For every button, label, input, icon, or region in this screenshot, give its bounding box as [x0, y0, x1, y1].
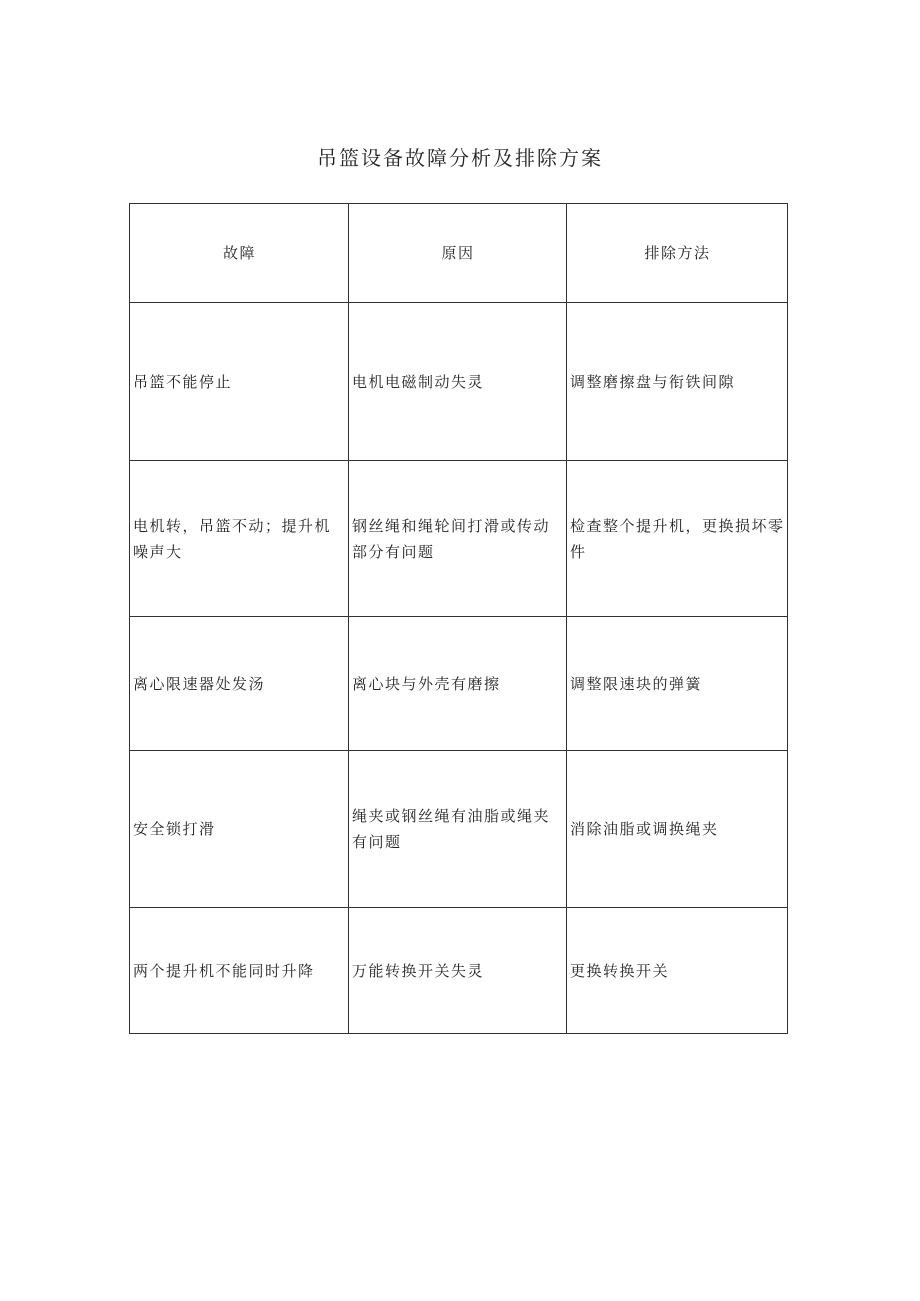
page-title: 吊篮设备故障分析及排除方案	[317, 146, 603, 170]
solution-cell: 调整磨擦盘与衔铁间隙	[567, 303, 788, 461]
fault-cell: 电机转，吊篮不动；提升机噪声大	[130, 461, 349, 617]
fault-table	[129, 203, 788, 1034]
fault-cell: 安全锁打滑	[130, 751, 349, 908]
table-row	[130, 617, 788, 751]
header-solution: 排除方法	[567, 204, 788, 303]
solution-cell: 调整限速块的弹簧	[567, 617, 788, 751]
cause-cell: 离心块与外壳有磨擦	[349, 617, 567, 751]
header-fault: 故障	[130, 204, 349, 303]
solution-cell: 更换转换开关	[567, 908, 788, 1034]
cause-cell: 万能转换开关失灵	[349, 908, 567, 1034]
solution-cell: 消除油脂或调换绳夹	[567, 751, 788, 908]
table-row	[130, 908, 788, 1034]
table-row	[130, 303, 788, 461]
cause-cell: 电机电磁制动失灵	[349, 303, 567, 461]
fault-cell: 离心限速器处发汤	[130, 617, 349, 751]
table-row	[130, 461, 788, 617]
header-cause: 原因	[349, 204, 567, 303]
table-header-row	[130, 204, 788, 303]
cause-cell: 钢丝绳和绳轮间打滑或传动部分有问题	[349, 461, 567, 617]
fault-cell: 两个提升机不能同时升降	[130, 908, 349, 1034]
cause-cell: 绳夹或钢丝绳有油脂或绳夹有问题	[349, 751, 567, 908]
solution-cell: 检查整个提升机，更换损坏零件	[567, 461, 788, 617]
fault-cell: 吊篮不能停止	[130, 303, 349, 461]
table-row	[130, 751, 788, 908]
